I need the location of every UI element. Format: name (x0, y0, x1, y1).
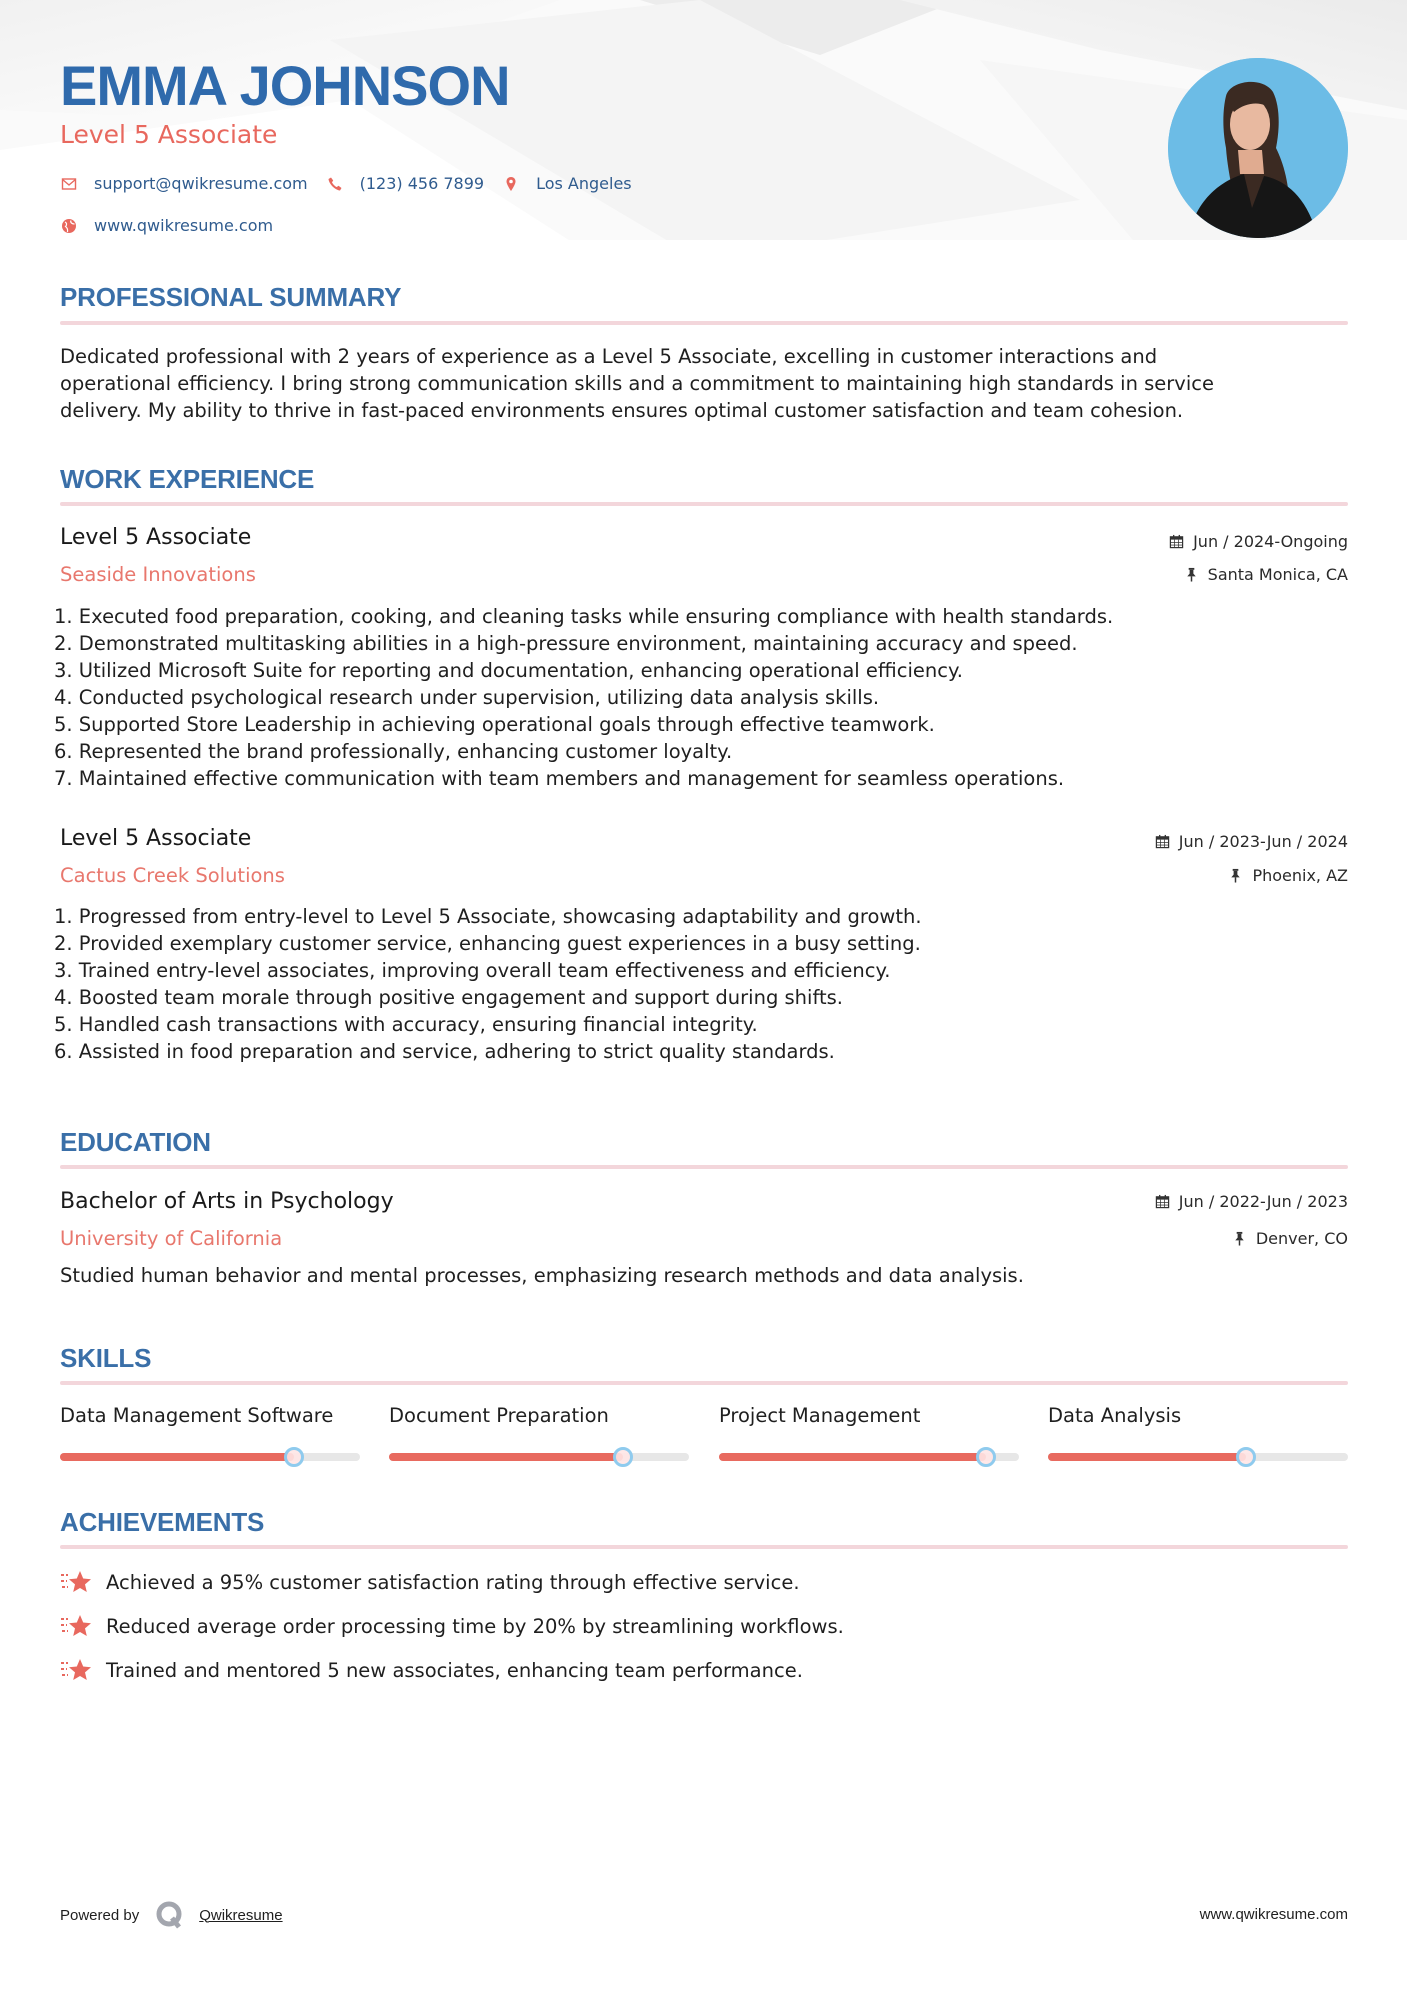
job-company: Cactus Creek Solutions (60, 864, 285, 887)
phone-text[interactable]: (123) 456 7899 (359, 174, 485, 193)
pushpin-icon (1232, 1231, 1248, 1247)
bullet-item: 7. Maintained effective communication with team members and management for seamless operations. (54, 767, 1065, 790)
skill-bar-fill (60, 1453, 294, 1461)
powered-by-label: Powered by (60, 1906, 140, 1924)
achievement-text: Reduced average order processing time by 20% by streamlining workflows. (106, 1614, 844, 1638)
bullet-item: 1. Progressed from entry-level to Level 5 Associate, showcasing adaptability and growth. (54, 905, 922, 928)
skill-bar (719, 1453, 1019, 1461)
summary-text (60, 343, 1348, 424)
pushpin-icon (1184, 567, 1200, 583)
skill-bar-fill (719, 1453, 986, 1461)
location-text: Phoenix, AZ (1252, 866, 1348, 885)
bullet-item: 5. Handled cash transactions with accuracy, ensuring financial integrity. (54, 1013, 758, 1036)
section-divider (60, 1545, 1348, 1549)
education-description: Studied human behavior and mental processes, emphasizing research methods and data analysis. (60, 1264, 1024, 1287)
star-icon (60, 1657, 94, 1683)
skill-item (719, 1406, 1019, 1426)
achievement-text: Achieved a 95% customer satisfaction rating through effective service. (106, 1570, 800, 1594)
job-title: Level 5 Associate (60, 826, 252, 851)
job-bullets (54, 903, 1354, 1065)
contact-email[interactable] (60, 174, 308, 193)
pushpin-icon (1228, 868, 1244, 884)
candidate-title: Level 5 Associate (60, 120, 278, 149)
job-dates (1155, 834, 1348, 850)
bullet-item: 1. Executed food preparation, cooking, and cleaning tasks while ensuring compliance with health standards. (54, 605, 1114, 628)
section-divider (60, 1165, 1348, 1169)
achievement-item (60, 1613, 844, 1639)
envelope-icon (60, 175, 78, 193)
skill-bar (60, 1453, 360, 1461)
section-title-achievements: ACHIEVEMENTS (60, 1507, 265, 1537)
section-title-education: EDUCATION (60, 1127, 211, 1157)
footer-powered-by (60, 1900, 283, 1930)
summary-line: Dedicated professional with 2 years of experience as a Level 5 Associate, excelling in customer interactions and (60, 345, 1158, 368)
section-divider (60, 1381, 1348, 1385)
achievement-item (60, 1569, 800, 1595)
calendar-icon (1155, 1194, 1171, 1210)
contact-row-primary (60, 174, 650, 193)
bullet-item: 6. Assisted in food preparation and service, adhering to strict quality standards. (54, 1040, 835, 1063)
job-bullets (54, 603, 1354, 792)
section-divider (60, 502, 1348, 506)
bullet-item: 3. Trained entry-level associates, improving overall team effectiveness and efficiency. (54, 959, 891, 982)
section-title-skills: SKILLS (60, 1343, 152, 1373)
map-pin-icon (502, 175, 520, 193)
job-title: Level 5 Associate (60, 525, 252, 550)
star-icon (60, 1613, 94, 1639)
contact-phone[interactable] (326, 174, 484, 193)
website-text[interactable]: www.qwikresume.com (94, 216, 274, 235)
dates-text: Jun / 2023-Jun / 2024 (1178, 832, 1348, 851)
dates-text: Jun / 2022-Jun / 2023 (1178, 1192, 1348, 1211)
location-text: Santa Monica, CA (1207, 565, 1348, 584)
skill-bar-fill (1048, 1453, 1246, 1461)
phone-icon (326, 175, 344, 193)
email-text[interactable]: support@qwikresume.com (94, 174, 308, 193)
location-text: Denver, CO (1255, 1229, 1348, 1248)
job-location (1228, 868, 1348, 884)
skill-item (60, 1406, 360, 1426)
skill-item (1048, 1406, 1348, 1426)
achievement-item (60, 1657, 803, 1683)
bullet-item: 4. Boosted team morale through positive engagement and support during shifts. (54, 986, 843, 1009)
skill-bar (389, 1453, 689, 1461)
skill-label: Project Management (719, 1404, 921, 1427)
globe-icon (60, 217, 78, 235)
footer-website[interactable]: www.qwikresume.com (1199, 1906, 1348, 1923)
job-location (1184, 567, 1348, 583)
job-dates (1169, 534, 1348, 550)
skill-label: Document Preparation (389, 1404, 609, 1427)
skill-bar-knob (284, 1447, 304, 1467)
calendar-icon (1155, 834, 1171, 850)
school-name: University of California (60, 1227, 283, 1250)
candidate-name: EMMA JOHNSON (60, 54, 510, 117)
qwikresume-link[interactable]: Qwikresume (199, 1906, 283, 1924)
skill-bar (1048, 1453, 1348, 1461)
education-dates (1155, 1194, 1348, 1210)
profile-photo (1168, 58, 1348, 238)
skill-bar-knob (1236, 1447, 1256, 1467)
contact-location (502, 174, 632, 193)
dates-text: Jun / 2024-Ongoing (1193, 532, 1348, 551)
qwikresume-logo-icon (155, 1900, 185, 1930)
summary-line: delivery. My ability to thrive in fast-paced environments ensures optimal customer satisfaction and team cohesion. (60, 399, 1184, 422)
section-title-summary: PROFESSIONAL SUMMARY (60, 282, 402, 312)
skill-bar-knob (976, 1447, 996, 1467)
bullet-item: 3. Utilized Microsoft Suite for reporting and documentation, enhancing operational efficiency. (54, 659, 963, 682)
bullet-item: 6. Represented the brand professionally, enhancing customer loyalty. (54, 740, 733, 763)
skill-label: Data Analysis (1048, 1404, 1182, 1427)
job-company: Seaside Innovations (60, 563, 256, 586)
contact-website[interactable] (60, 216, 273, 235)
star-icon (60, 1569, 94, 1595)
bullet-item: 4. Conducted psychological research under supervision, utilizing data analysis skills. (54, 686, 880, 709)
skill-label: Data Management Software (60, 1404, 334, 1427)
education-location (1232, 1231, 1348, 1247)
section-divider (60, 321, 1348, 325)
section-title-experience: WORK EXPERIENCE (60, 464, 315, 494)
skill-bar-fill (389, 1453, 623, 1461)
degree-title: Bachelor of Arts in Psychology (60, 1189, 394, 1214)
calendar-icon (1169, 534, 1185, 550)
summary-line: operational efficiency. I bring strong communication skills and a commitment to maintaining high standards in service (60, 372, 1214, 395)
bullet-item: 2. Provided exemplary customer service, enhancing guest experiences in a busy setting. (54, 932, 921, 955)
achievement-text: Trained and mentored 5 new associates, enhancing team performance. (106, 1658, 803, 1682)
location-text: Los Angeles (536, 174, 632, 193)
skill-bar-knob (613, 1447, 633, 1467)
skill-item (389, 1406, 689, 1426)
bullet-item: 2. Demonstrated multitasking abilities in a high-pressure environment, maintaining accuracy and speed. (54, 632, 1078, 655)
contact-row-secondary (60, 216, 291, 235)
bullet-item: 5. Supported Store Leadership in achieving operational goals through effective teamwork. (54, 713, 935, 736)
